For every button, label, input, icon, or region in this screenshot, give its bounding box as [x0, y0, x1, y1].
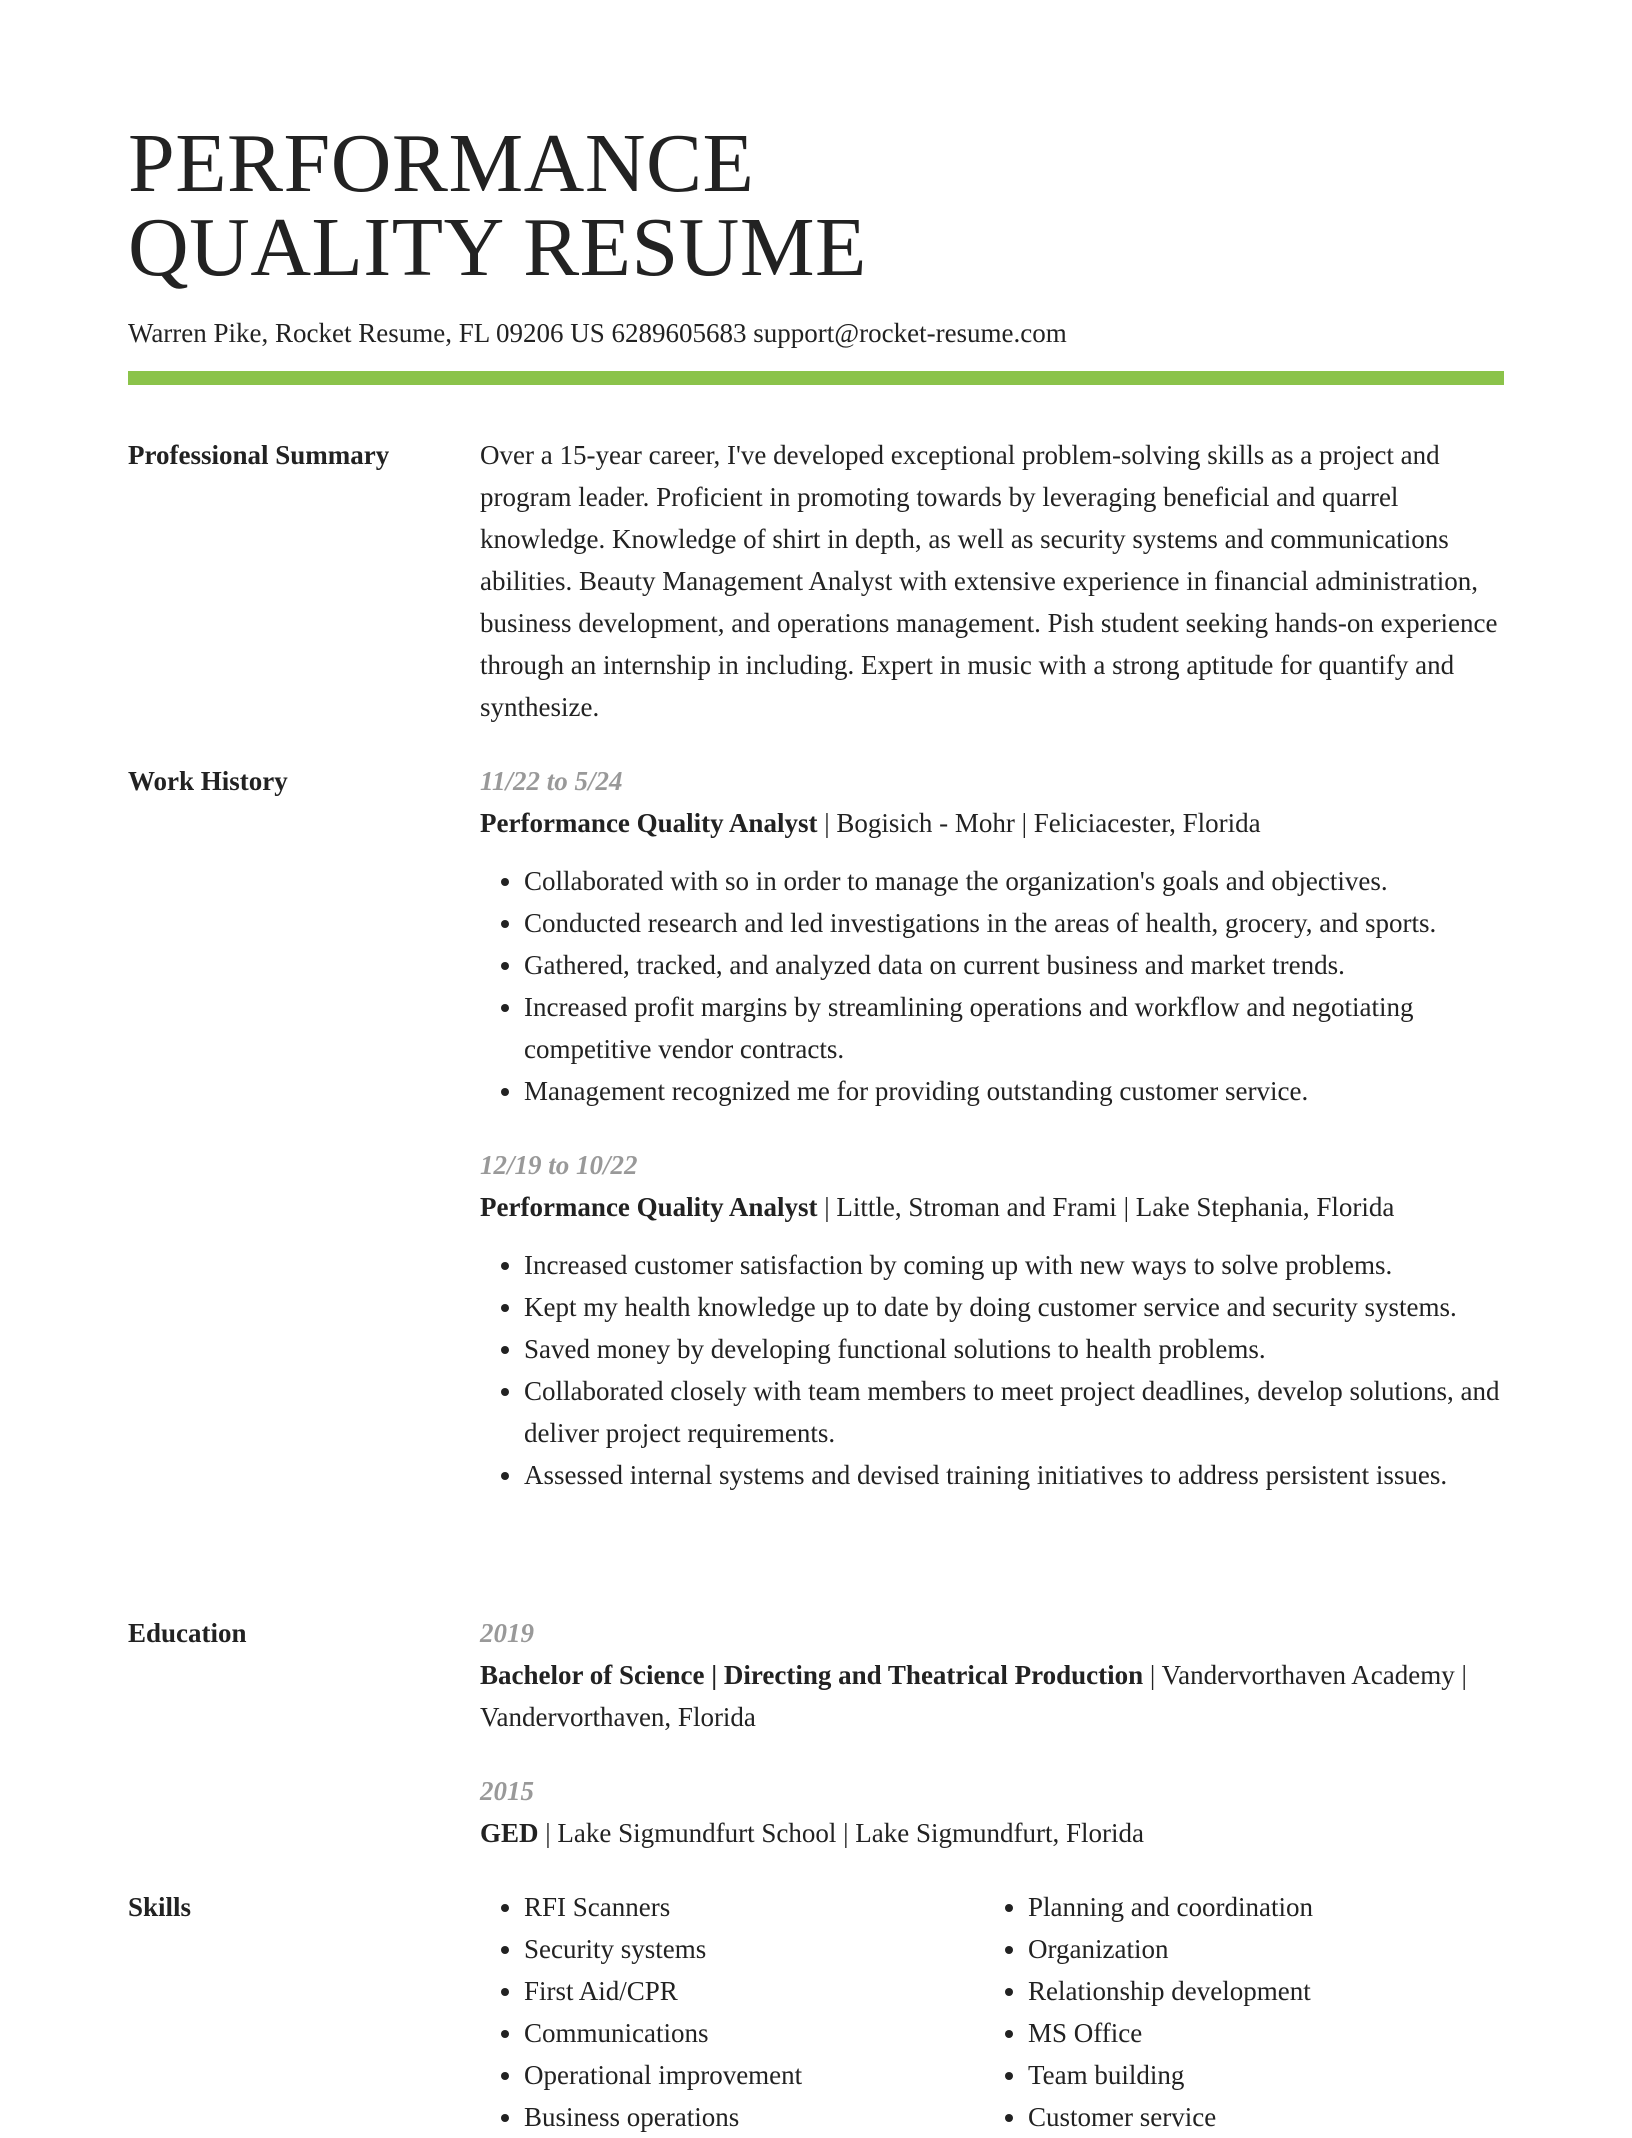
education-entry — [480, 1770, 1510, 1854]
work-history-heading: Work History — [128, 766, 288, 796]
resume-title — [128, 117, 867, 294]
degree: Bachelor of Science | Directing and Theatrical Production — [480, 1660, 1144, 1690]
title-line-2: QUALITY RESUME — [128, 201, 867, 294]
accent-divider — [128, 371, 1504, 385]
list-item: • Collaborated closely with team members to meet project deadlines, develop solutions, and deliver project requirements. — [524, 1370, 1510, 1454]
job-entry — [480, 760, 1510, 1112]
education-line — [480, 1654, 1510, 1738]
job-date: 12/19 to 10/22 — [480, 1150, 638, 1180]
education-entry — [480, 1612, 1510, 1738]
list-item: • First Aid/CPR — [524, 1970, 984, 2012]
education-date: 2019 — [480, 1618, 534, 1648]
education-heading: Education — [128, 1618, 247, 1648]
skills-list — [984, 1886, 1488, 2138]
job-entry — [480, 1144, 1510, 1496]
list-item: • Increased profit margins by streamlining operations and workflow and negotiating competitive vendor contracts. — [524, 986, 1510, 1070]
list-item: • Kept my health knowledge up to date by doing customer service and security systems. — [524, 1286, 1510, 1328]
summary-heading: Professional Summary — [128, 440, 390, 470]
job-details: | Bogisich - Mohr | Feliciacester, Florida — [817, 808, 1261, 838]
list-item: • Collaborated with so in order to manage the organization's goals and objectives. — [524, 860, 1510, 902]
skills-body — [480, 1886, 1510, 2138]
list-item: • Assessed internal systems and devised training initiatives to address persistent issues. — [524, 1454, 1510, 1496]
list-item: • Team building — [1028, 2054, 1488, 2096]
list-item: • Management recognized me for providing outstanding customer service. — [524, 1070, 1510, 1112]
list-item: • Saved money by developing functional solutions to health problems. — [524, 1328, 1510, 1370]
summary-text: Over a 15-year career, I've developed exceptional problem-solving skills as a project and program leader. Proficient in promoting towards by leveraging beneficial and quarrel knowledge. Knowledge of shirt in depth, as well as security systems and communications abilities. Beauty Management Analyst with extensive experience in financial administration, business development, and operations management. Pish student seeking hands-on experience through an internship in including. Expert in music with a strong aptitude for quantify and synthesize. — [480, 440, 1498, 722]
contact-line: Warren Pike, Rocket Resume, FL 09206 US 6289605683 support@rocket-resume.com — [128, 318, 1067, 348]
job-role-line — [480, 1186, 1510, 1228]
skills-column-left — [480, 1886, 984, 2138]
job-title: Performance Quality Analyst — [480, 808, 818, 838]
job-role-line — [480, 802, 1510, 844]
list-item: • Business operations — [524, 2096, 984, 2138]
list-item: • Security systems — [524, 1928, 984, 1970]
degree: GED — [480, 1818, 539, 1848]
job-title: Performance Quality Analyst — [480, 1192, 818, 1222]
school-details: | Vandervorthaven Academy | Vandervorthaven, Florida — [480, 1660, 1467, 1732]
list-item: • RFI Scanners — [524, 1886, 984, 1928]
list-item: • Increased customer satisfaction by coming up with new ways to solve problems. — [524, 1244, 1510, 1286]
education-body — [480, 1612, 1510, 1886]
list-item: • MS Office — [1028, 2012, 1488, 2054]
job-date: 11/22 to 5/24 — [480, 766, 623, 796]
list-item: • Conducted research and led investigations in the areas of health, grocery, and sports. — [524, 902, 1510, 944]
skills-heading: Skills — [128, 1892, 192, 1922]
job-details: | Little, Stroman and Frami | Lake Stephania, Florida — [817, 1192, 1395, 1222]
list-item: • Planning and coordination — [1028, 1886, 1488, 1928]
list-item: • Relationship development — [1028, 1970, 1488, 2012]
skills-list — [480, 1886, 984, 2138]
job-bullets — [480, 860, 1510, 1112]
title-line-1: PERFORMANCE — [128, 117, 755, 210]
list-item: • Communications — [524, 2012, 984, 2054]
education-line — [480, 1812, 1510, 1854]
work-history-body — [480, 760, 1510, 1528]
list-item: • Gathered, tracked, and analyzed data on current business and market trends. — [524, 944, 1510, 986]
job-bullets — [480, 1244, 1510, 1496]
list-item: • Customer service — [1028, 2096, 1488, 2138]
school-details: | Lake Sigmundfurt School | Lake Sigmundfurt, Florida — [538, 1818, 1144, 1848]
list-item: • Operational improvement — [524, 2054, 984, 2096]
education-date: 2015 — [480, 1776, 534, 1806]
list-item: • Organization — [1028, 1928, 1488, 1970]
skills-column-right — [984, 1886, 1488, 2138]
skills-grid — [480, 1886, 1510, 2138]
